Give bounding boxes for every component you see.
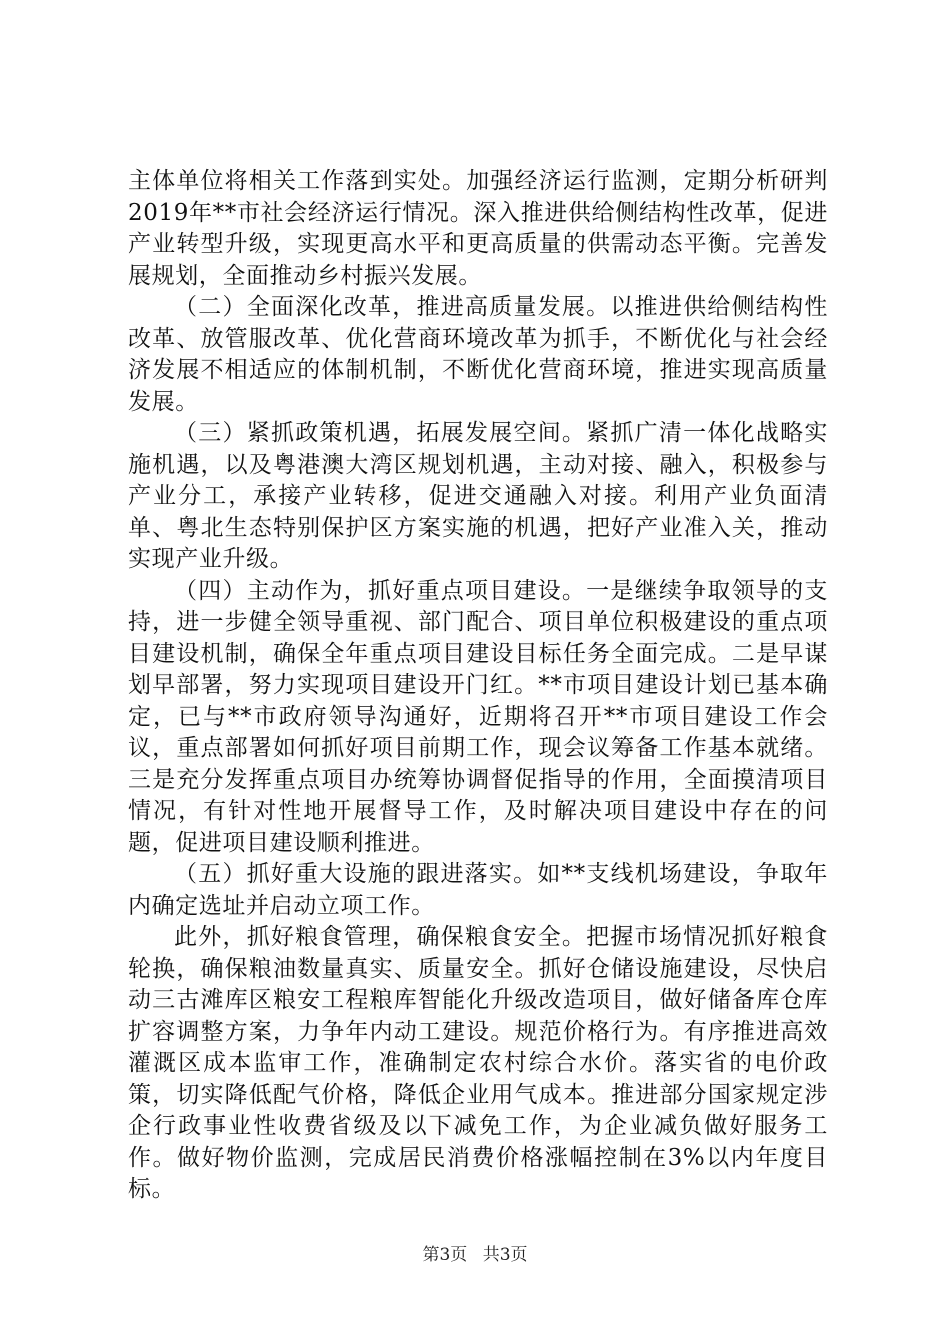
document-body [128, 166, 828, 1206]
page-footer [0, 1244, 950, 1266]
paragraph-additional: 此外，抓好粮食管理，确保粮食安全。把握市场情况抓好粮食轮换，确保粮油数量真实、质量安全。抓好仓储设施建设，尽快启动三古滩库区粮安工程粮库智能化升级改造项目，做好储备库仓库扩容调整方案，力争年内动工建设。规范价格行为。有序推进高效灌溉区成本监审工作，准确制定农村综合水价。落实省的电价政策，切实降低配气价格，降低企业用气成本。推进部分国家规定涉企行政事业性收费省级及以下减免工作，为企业减负做好服务工作。做好物价监测，完成居民消费价格涨幅控制在3%以内年度目标。 [128, 924, 828, 1202]
paragraph-section-4: （四）主动作为，抓好重点项目建设。一是继续争取领导的支持，进一步健全领导重视、部门配合、项目单位积极建设的重点项目建设机制，确保全年重点项目建设目标任务全面完成。二是早谋划早部署，努力实现项目建设开门红。**市项目建设计划已基本确定，已与**市政府领导沟通好，近期将召开**市项目建设工作会议，重点部署如何抓好项目前期工作，现会议筹备工作基本就绪。三是充分发挥重点项目办统筹协调督促指导的作用，全面摸清项目情况，有针对性地开展督导工作，及时解决项目建设中存在的问题，促进项目建设顺利推进。 [128, 577, 828, 856]
paragraph-intro: 主体单位将相关工作落到实处。加强经济运行监测，定期分析研判2019年**市社会经济运行情况。深入推进供给侧结构性改革，促进产业转型升级，实现更高水平和更高质量的供需动态平衡。完善发展规划，全面推动乡村振兴发展。 [128, 168, 828, 289]
paragraph-section-2: （二）全面深化改革，推进高质量发展。以推进供给侧结构性改革、放管服改革、优化营商环境改革为抓手，不断优化与社会经济发展不相适应的体制机制，不断优化营商环境，推进实现高质量发展。 [128, 294, 828, 415]
page-number: 第3页 [422, 1245, 468, 1265]
page-total: 共3页 [482, 1245, 528, 1265]
paragraph-section-3: （三）紧抓政策机遇，拓展发展空间。紧抓广清一体化战略实施机遇，以及粤港澳大湾区规划机遇，主动对接、融入，积极参与产业分工，承接产业转移，促进交通融入对接。利用产业负面清单、粤北生态特别保护区方案实施的机遇，把好产业准入关，推动实现产业升级。 [128, 420, 828, 572]
paragraph-section-5: （五）抓好重大设施的跟进落实。如**支线机场建设，争取年内确定选址并启动立项工作。 [128, 861, 828, 919]
